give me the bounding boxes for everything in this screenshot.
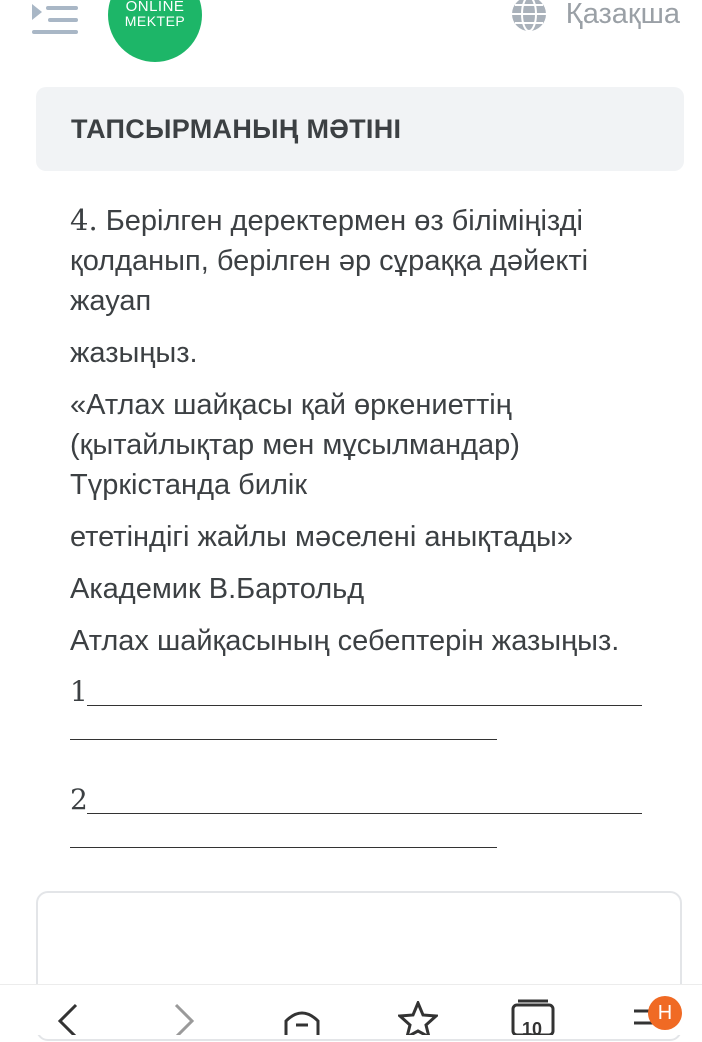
quote-author: Академик В.Бартольд <box>70 573 365 605</box>
browser-toolbar <box>0 984 702 1039</box>
quote-part1: «Атлах шайқасы қай өркениеттің (қытайлықтар мен мұсылмандар) Түркістанда билік <box>70 389 520 501</box>
answer-rule <box>87 705 642 706</box>
home-icon[interactable] <box>282 1001 322 1040</box>
answer-line-1-continued <box>70 727 660 763</box>
forward-icon[interactable] <box>170 1001 200 1040</box>
tabs-count: 10 <box>522 1019 543 1039</box>
section-header <box>36 87 684 171</box>
section-title: ТАПСЫРМАНЫҢ МӘТІНІ <box>71 114 402 144</box>
logo-line2: MEKTEP <box>124 13 186 29</box>
top-bar <box>0 0 702 64</box>
answer-rule <box>70 739 497 740</box>
answer-line-2-continued <box>70 835 660 871</box>
language-switcher[interactable] <box>510 0 680 32</box>
answer-rule <box>87 813 642 814</box>
online-mektep-logo[interactable] <box>108 0 202 62</box>
answer-rule <box>70 847 497 848</box>
quote-part2: ететіндігі жайлы мәселені анықтады» <box>70 521 573 553</box>
task-question: Атлах шайқасының себептерін жазыңыз. <box>70 625 620 657</box>
task-number: 4. <box>70 203 98 237</box>
back-icon[interactable] <box>52 1001 82 1040</box>
bookmark-icon[interactable] <box>398 1001 438 1040</box>
language-label: Қазақша <box>565 0 680 30</box>
menu-icon[interactable] <box>28 0 82 40</box>
task-intro <box>70 200 660 321</box>
notification-badge[interactable]: H <box>648 996 682 1030</box>
answer-number-2: 2 <box>70 783 88 816</box>
task-text <box>70 200 660 891</box>
answer-number-1: 1 <box>70 675 88 708</box>
task-intro-text: Берілген деректермен өз біліміңізді қолданып, берілген әр сұраққа дәйекті жауап <box>70 205 589 317</box>
logo-line1: ONLINE <box>125 0 185 15</box>
answer-line-1 <box>70 675 660 715</box>
answer-line-2 <box>70 783 660 823</box>
globe-icon <box>510 0 548 33</box>
task-intro-end: жазыңыз. <box>70 337 198 369</box>
